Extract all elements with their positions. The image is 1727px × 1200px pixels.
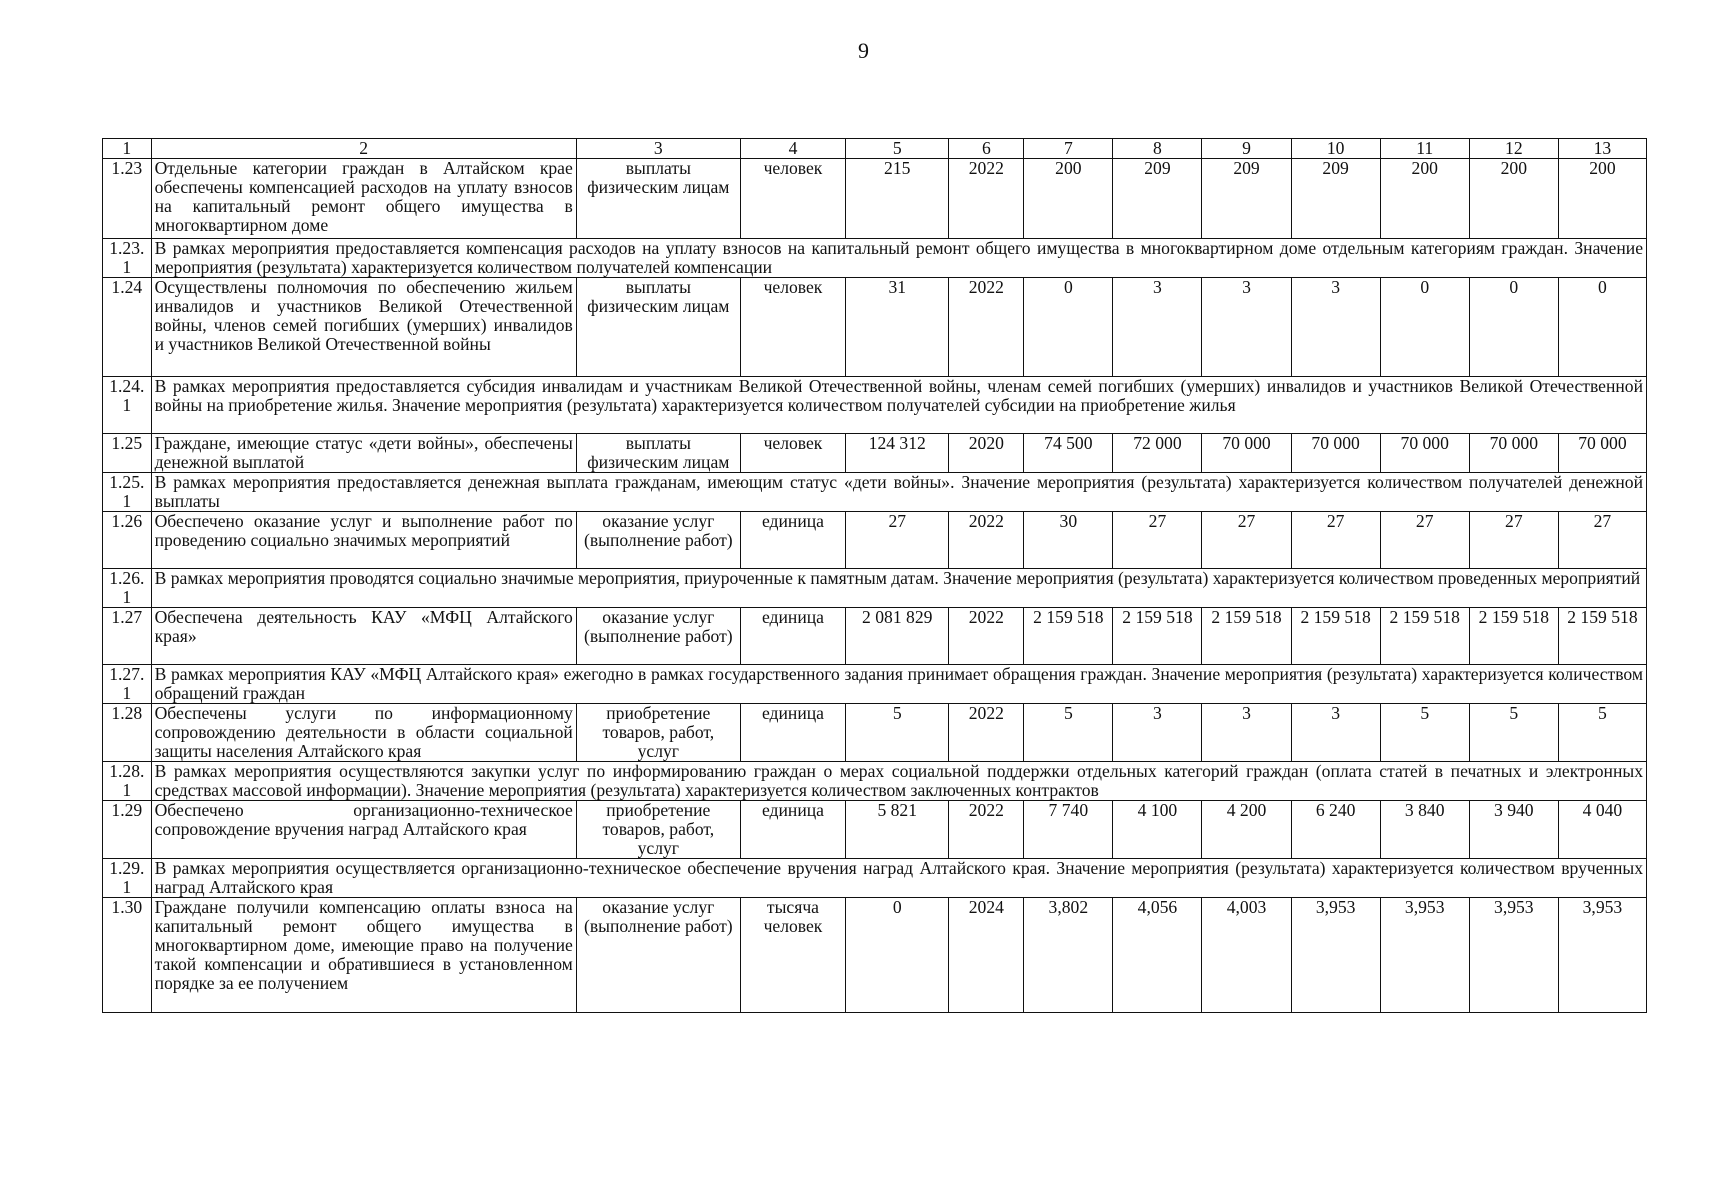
base-value: 2 081 829 bbox=[846, 608, 949, 665]
year-value-4: 2 159 518 bbox=[1291, 608, 1380, 665]
base-year: 2024 bbox=[949, 898, 1024, 1013]
indicator-type: выплаты физическим лицам bbox=[576, 278, 740, 377]
row-description: В рамках мероприятия предоставляется компенсация расходов на уплату взносов на капитальный ремонт общего имущества в многоквартирном доме отдельным категориям граждан. Значение мероприятия (результата) характеризуется количеством получателей компенсации bbox=[151, 239, 1646, 278]
year-value-1: 2 159 518 bbox=[1024, 608, 1113, 665]
year-value-6: 3 940 bbox=[1469, 801, 1558, 859]
base-year: 2022 bbox=[949, 159, 1024, 239]
year-value-5: 27 bbox=[1380, 512, 1469, 569]
year-value-3: 3 bbox=[1202, 278, 1291, 377]
year-value-2: 209 bbox=[1113, 159, 1202, 239]
indicator-row bbox=[103, 278, 1647, 377]
base-value: 124 312 bbox=[846, 434, 949, 473]
column-header-5: 5 bbox=[846, 139, 949, 159]
column-header-4: 4 bbox=[740, 139, 845, 159]
row-number: 1.24.1 bbox=[103, 377, 152, 434]
description-row bbox=[103, 377, 1647, 434]
row-description: В рамках мероприятия предоставляется субсидия инвалидам и участникам Великой Отечественной войны, членам семей погибших (умерших) инвалидов и участников Великой Отечественной войны на приобретение жилья. Значение мероприятия (результата) характеризуется количеством получателей субсидии на приобретение жилья bbox=[151, 377, 1646, 434]
column-header-12: 12 bbox=[1469, 139, 1558, 159]
year-value-4: 27 bbox=[1291, 512, 1380, 569]
year-value-6: 3,953 bbox=[1469, 898, 1558, 1013]
year-value-1: 7 740 bbox=[1024, 801, 1113, 859]
base-value: 31 bbox=[846, 278, 949, 377]
row-number: 1.30 bbox=[103, 898, 152, 1013]
column-header-8: 8 bbox=[1113, 139, 1202, 159]
indicator-name: Граждане, имеющие статус «дети войны», обеспечены денежной выплатой bbox=[151, 434, 576, 473]
indicator-type: выплаты физическим лицам bbox=[576, 434, 740, 473]
base-year: 2022 bbox=[949, 278, 1024, 377]
year-value-2: 3 bbox=[1113, 704, 1202, 762]
year-value-7: 3,953 bbox=[1558, 898, 1646, 1013]
column-header-6: 6 bbox=[949, 139, 1024, 159]
indicator-type: оказание услуг (выполнение работ) bbox=[576, 608, 740, 665]
column-header-3: 3 bbox=[576, 139, 740, 159]
year-value-7: 2 159 518 bbox=[1558, 608, 1646, 665]
year-value-7: 200 bbox=[1558, 159, 1646, 239]
indicator-row bbox=[103, 434, 1647, 473]
description-row bbox=[103, 859, 1647, 898]
unit-of-measure: тысяча человек bbox=[740, 898, 845, 1013]
unit-of-measure: единица bbox=[740, 512, 845, 569]
column-header-10: 10 bbox=[1291, 139, 1380, 159]
column-header-9: 9 bbox=[1202, 139, 1291, 159]
page-number: 9 bbox=[858, 38, 869, 63]
indicator-name: Обеспечены услуги по информационному сопровождению деятельности в области социальной защиты населения Алтайского края bbox=[151, 704, 576, 762]
year-value-6: 2 159 518 bbox=[1469, 608, 1558, 665]
year-value-2: 4,056 bbox=[1113, 898, 1202, 1013]
year-value-6: 70 000 bbox=[1469, 434, 1558, 473]
row-number: 1.27.1 bbox=[103, 665, 152, 704]
column-number-header-row bbox=[103, 139, 1647, 159]
unit-of-measure: человек bbox=[740, 434, 845, 473]
year-value-2: 4 100 bbox=[1113, 801, 1202, 859]
row-number: 1.26 bbox=[103, 512, 152, 569]
column-header-11: 11 bbox=[1380, 139, 1469, 159]
year-value-3: 2 159 518 bbox=[1202, 608, 1291, 665]
base-value: 5 bbox=[846, 704, 949, 762]
year-value-3: 27 bbox=[1202, 512, 1291, 569]
column-header-1: 1 bbox=[103, 139, 152, 159]
indicator-type: выплаты физическим лицам bbox=[576, 159, 740, 239]
row-number: 1.29.1 bbox=[103, 859, 152, 898]
year-value-4: 3,953 bbox=[1291, 898, 1380, 1013]
base-value: 27 bbox=[846, 512, 949, 569]
indicator-type: оказание услуг (выполнение работ) bbox=[576, 512, 740, 569]
year-value-3: 209 bbox=[1202, 159, 1291, 239]
row-number: 1.26.1 bbox=[103, 569, 152, 608]
year-value-1: 0 bbox=[1024, 278, 1113, 377]
base-value: 5 821 bbox=[846, 801, 949, 859]
row-description: В рамках мероприятия осуществляются закупки услуг по информированию граждан о мерах социальной поддержки отдельных категорий граждан (оплата статей в печатных и электронных средствах массовой информации). Значение мероприятия (результата) характеризуется количеством заключенных контрактов bbox=[151, 762, 1646, 801]
year-value-5: 3 840 bbox=[1380, 801, 1469, 859]
base-year: 2022 bbox=[949, 801, 1024, 859]
year-value-3: 3 bbox=[1202, 704, 1291, 762]
base-value: 0 bbox=[846, 898, 949, 1013]
row-number: 1.23 bbox=[103, 159, 152, 239]
unit-of-measure: человек bbox=[740, 278, 845, 377]
year-value-1: 200 bbox=[1024, 159, 1113, 239]
indicator-name: Отдельные категории граждан в Алтайском крае обеспечены компенсацией расходов на уплату взносов на капитальный ремонт общего имущества в многоквартирном доме bbox=[151, 159, 576, 239]
row-description: В рамках мероприятия КАУ «МФЦ Алтайского края» ежегодно в рамках государственного задания принимает обращения граждан. Значение мероприятия (результата) характеризуется количеством обращений граждан bbox=[151, 665, 1646, 704]
year-value-7: 70 000 bbox=[1558, 434, 1646, 473]
column-header-7: 7 bbox=[1024, 139, 1113, 159]
unit-of-measure: единица bbox=[740, 608, 845, 665]
indicator-type: оказание услуг (выполнение работ) bbox=[576, 898, 740, 1013]
row-number: 1.24 bbox=[103, 278, 152, 377]
description-row bbox=[103, 665, 1647, 704]
year-value-4: 70 000 bbox=[1291, 434, 1380, 473]
indicator-row bbox=[103, 801, 1647, 859]
year-value-5: 200 bbox=[1380, 159, 1469, 239]
year-value-6: 200 bbox=[1469, 159, 1558, 239]
description-row bbox=[103, 762, 1647, 801]
year-value-3: 4 200 bbox=[1202, 801, 1291, 859]
indicator-row bbox=[103, 159, 1647, 239]
row-number: 1.27 bbox=[103, 608, 152, 665]
description-row bbox=[103, 569, 1647, 608]
year-value-1: 3,802 bbox=[1024, 898, 1113, 1013]
indicator-row bbox=[103, 704, 1647, 762]
indicator-name: Обеспечено организационно-техническое сопровождение вручения наград Алтайского края bbox=[151, 801, 576, 859]
year-value-6: 27 bbox=[1469, 512, 1558, 569]
year-value-7: 0 bbox=[1558, 278, 1646, 377]
description-row bbox=[103, 239, 1647, 278]
year-value-5: 70 000 bbox=[1380, 434, 1469, 473]
indicator-row bbox=[103, 512, 1647, 569]
unit-of-measure: единица bbox=[740, 704, 845, 762]
unit-of-measure: человек bbox=[740, 159, 845, 239]
year-value-1: 74 500 bbox=[1024, 434, 1113, 473]
year-value-7: 5 bbox=[1558, 704, 1646, 762]
row-number: 1.23.1 bbox=[103, 239, 152, 278]
indicator-type: приобретение товаров, работ, услуг bbox=[576, 801, 740, 859]
year-value-2: 2 159 518 bbox=[1113, 608, 1202, 665]
year-value-6: 5 bbox=[1469, 704, 1558, 762]
year-value-1: 5 bbox=[1024, 704, 1113, 762]
indicators-table bbox=[102, 138, 1647, 1013]
year-value-2: 72 000 bbox=[1113, 434, 1202, 473]
indicator-type: приобретение товаров, работ, услуг bbox=[576, 704, 740, 762]
row-number: 1.29 bbox=[103, 801, 152, 859]
year-value-1: 30 bbox=[1024, 512, 1113, 569]
year-value-5: 3,953 bbox=[1380, 898, 1469, 1013]
year-value-5: 5 bbox=[1380, 704, 1469, 762]
description-row bbox=[103, 473, 1647, 512]
column-header-2: 2 bbox=[151, 139, 576, 159]
row-number: 1.28.1 bbox=[103, 762, 152, 801]
year-value-3: 4,003 bbox=[1202, 898, 1291, 1013]
base-year: 2022 bbox=[949, 608, 1024, 665]
year-value-4: 3 bbox=[1291, 278, 1380, 377]
year-value-4: 3 bbox=[1291, 704, 1380, 762]
indicator-row bbox=[103, 608, 1647, 665]
year-value-6: 0 bbox=[1469, 278, 1558, 377]
row-number: 1.28 bbox=[103, 704, 152, 762]
unit-of-measure: единица bbox=[740, 801, 845, 859]
year-value-3: 70 000 bbox=[1202, 434, 1291, 473]
year-value-5: 2 159 518 bbox=[1380, 608, 1469, 665]
year-value-4: 209 bbox=[1291, 159, 1380, 239]
indicator-name: Осуществлены полномочия по обеспечению жильем инвалидов и участников Великой Отечественной войны, членов семей погибших (умерших) инвалидов и участников Великой Отечественной войны bbox=[151, 278, 576, 377]
base-year: 2020 bbox=[949, 434, 1024, 473]
base-year: 2022 bbox=[949, 512, 1024, 569]
indicator-name: Обеспечено оказание услуг и выполнение работ по проведению социально значимых мероприятий bbox=[151, 512, 576, 569]
row-description: В рамках мероприятия предоставляется денежная выплата гражданам, имеющим статус «дети войны». Значение мероприятия (результата) характеризуется количеством получателей денежной выплаты bbox=[151, 473, 1646, 512]
year-value-7: 27 bbox=[1558, 512, 1646, 569]
year-value-5: 0 bbox=[1380, 278, 1469, 377]
year-value-7: 4 040 bbox=[1558, 801, 1646, 859]
column-header-13: 13 bbox=[1558, 139, 1646, 159]
indicator-name: Обеспечена деятельность КАУ «МФЦ Алтайского края» bbox=[151, 608, 576, 665]
indicator-row bbox=[103, 898, 1647, 1013]
year-value-4: 6 240 bbox=[1291, 801, 1380, 859]
year-value-2: 3 bbox=[1113, 278, 1202, 377]
row-number: 1.25.1 bbox=[103, 473, 152, 512]
row-description: В рамках мероприятия проводятся социально значимые мероприятия, приуроченные к памятным датам. Значение мероприятия (результата) характеризуется количеством проведенных мероприятий bbox=[151, 569, 1646, 608]
base-value: 215 bbox=[846, 159, 949, 239]
base-year: 2022 bbox=[949, 704, 1024, 762]
row-description: В рамках мероприятия осуществляется организационно-техническое обеспечение вручения наград Алтайского края. Значение мероприятия (результата) характеризуется количеством врученных наград Алтайского края bbox=[151, 859, 1646, 898]
year-value-2: 27 bbox=[1113, 512, 1202, 569]
indicator-name: Граждане получили компенсацию оплаты взноса на капитальный ремонт общего имущества в многоквартирном доме, имеющие право на получение такой компенсации и обратившиеся в установленном порядке за ее получением bbox=[151, 898, 576, 1013]
row-number: 1.25 bbox=[103, 434, 152, 473]
